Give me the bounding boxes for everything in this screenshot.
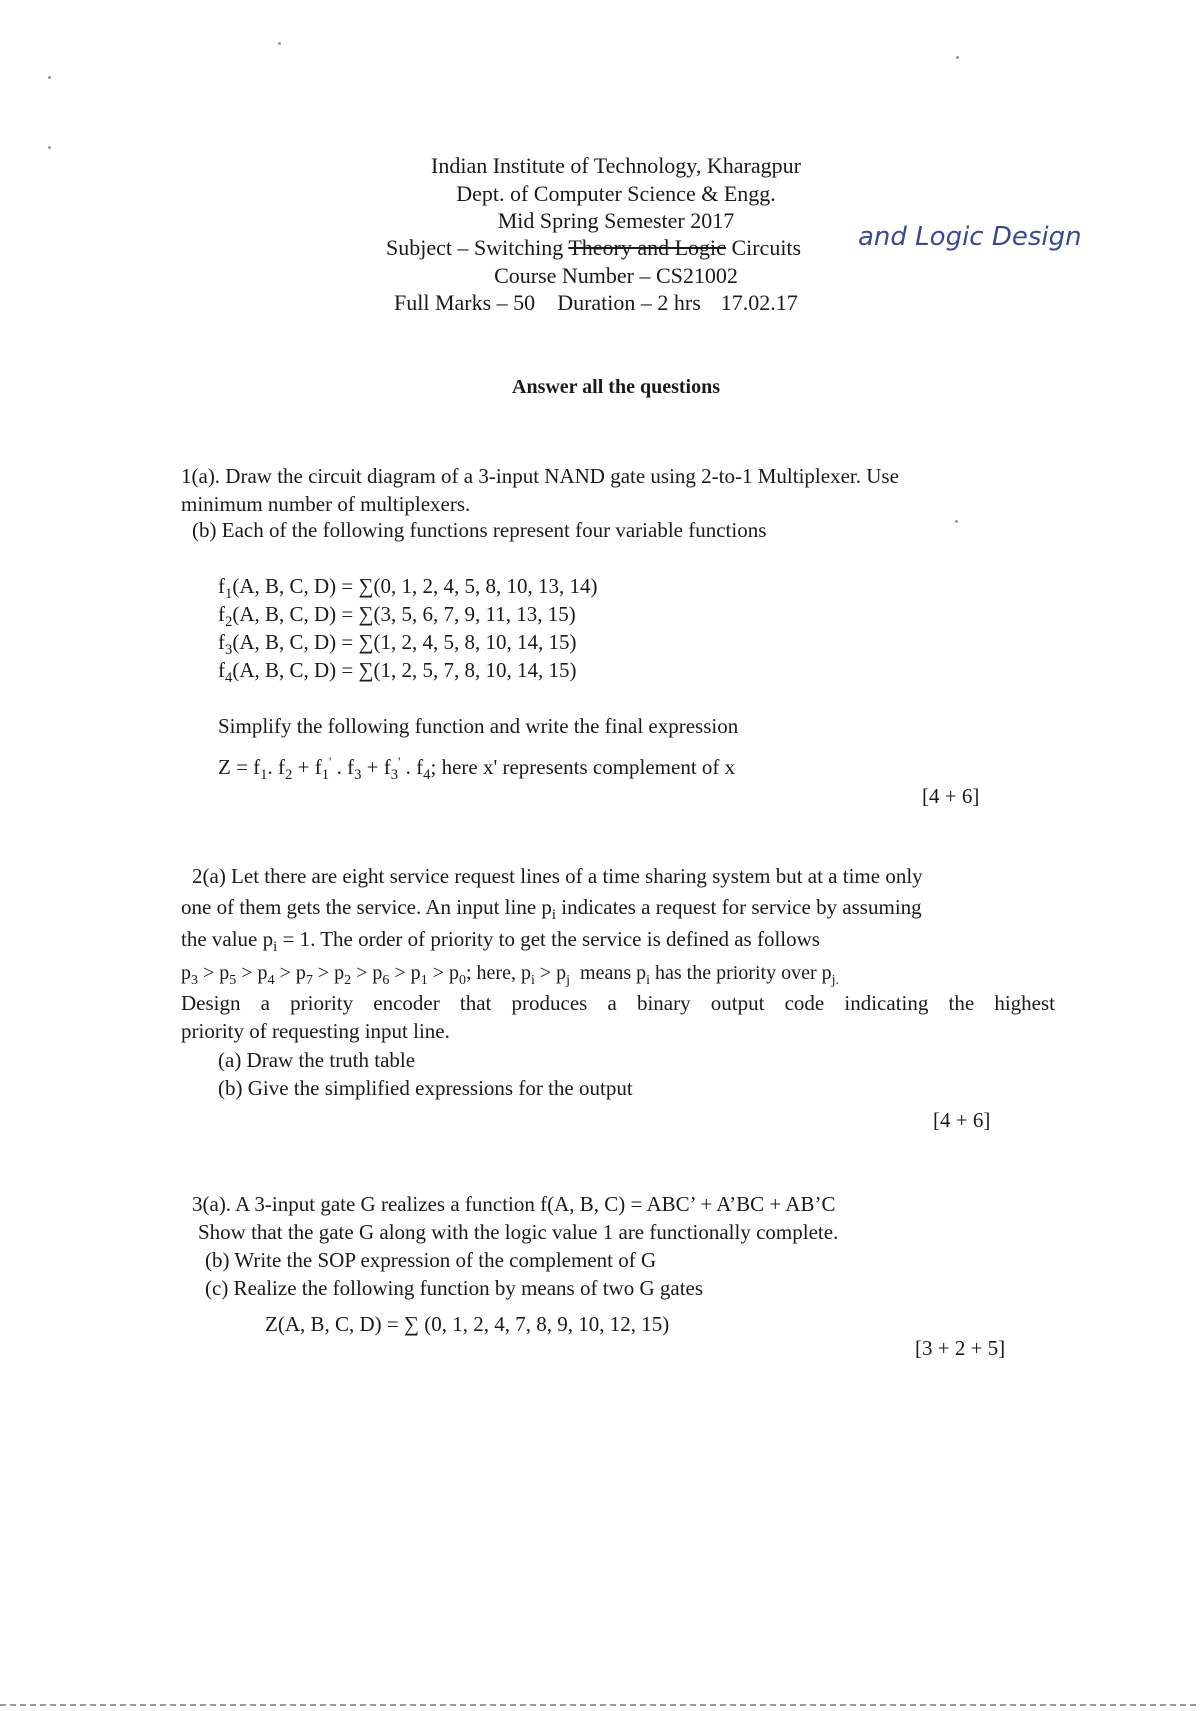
- duration: Duration – 2 hrs: [557, 290, 701, 315]
- full-marks: Full Marks – 50: [394, 290, 536, 315]
- simplify-line: Simplify the following function and write the final expression: [218, 714, 739, 738]
- q3-marks: [3 + 2 + 5]: [915, 1336, 1006, 1360]
- instruction: Answer all the questions: [512, 376, 720, 398]
- course-number: Course Number – CS21002: [494, 263, 738, 288]
- q3-part-c: (c) Realize the following function by means of two G gates: [205, 1276, 704, 1300]
- q3-line2: Show that the gate G along with the logic value 1 are functionally complete.: [198, 1220, 839, 1244]
- q2-line5: Design a priority encoder that produces a binary output code indicating the highest: [181, 991, 1055, 1015]
- q1-marks: [4 + 6]: [922, 784, 980, 808]
- handwritten-correction: and Logic Design: [858, 222, 1082, 252]
- q1a-line1: 1(a). Draw the circuit diagram of a 3-input NAND gate using 2-to-1 Multiplexer. Use: [181, 464, 899, 488]
- scan-speck: [48, 146, 51, 149]
- q2-part-b: (b) Give the simplified expressions for the output: [218, 1076, 633, 1100]
- q2-priority-order: $p_3 > p_5 > p_4 > p_7 > p_2 > p_6 > p_1 > p_0$; here, $p_i > p_j$ means $p_i$ has the priority over $p_{j.}$: [181, 962, 840, 988]
- scan-speck: [956, 56, 959, 59]
- institute-name: Indian Institute of Technology, Kharagpur: [431, 153, 801, 178]
- func-f2: $f_2(A$, B, C, D) = ∑(3, 5, 6, 7, 9, 11, 13, 15): [218, 602, 576, 631]
- q2-line1: 2(a) Let there are eight service request lines of a time sharing system but at a time only: [192, 864, 923, 888]
- semester: Mid Spring Semester 2017: [497, 208, 735, 233]
- q2-marks: [4 + 6]: [933, 1108, 991, 1132]
- marks-duration-line: [394, 289, 798, 317]
- q2-line3: the value $p_i = 1$. The order of priority to get the service is defined as follows: [181, 927, 820, 956]
- subject-prefix: Subject – Switching: [386, 235, 569, 260]
- func-f1: $f_1(A$, B, C, D) = ∑(0, 1, 2, 4, 5, 8, 10, 13, 14): [218, 574, 598, 603]
- q1a-line2: minimum number of multiplexers.: [181, 492, 471, 516]
- scan-speck: [955, 520, 958, 523]
- scan-speck: [48, 76, 51, 79]
- q2-line6: priority of requesting input line.: [181, 1019, 450, 1043]
- expression-z: $Z = f_1$. $f_2 + f_1'$ . $f_3 + f_3'$ . $f_4$; here x' represents complement of x: [218, 755, 736, 784]
- q1b-line: (b) Each of the following functions represent four variable functions: [192, 518, 767, 542]
- subject-line: [386, 234, 801, 262]
- q3-function-z: Z(A, B, C, D) = ∑ (0, 1, 2, 4, 7, 8, 9, 10, 12, 15): [265, 1312, 670, 1336]
- scan-speck: [278, 42, 281, 45]
- expression-note: here x' represents complement of x: [441, 755, 736, 779]
- exam-date: 17.02.17: [720, 290, 798, 315]
- subject-struck: Theory and Logic: [568, 235, 726, 260]
- q3-line1: 3(a). A 3-input gate G realizes a function f(A, B, C) = ABC’ + A’BC + AB’C: [192, 1192, 836, 1216]
- func-f3: $f_3(A$, B, C, D) = ∑(1, 2, 4, 5, 8, 10, 14, 15): [218, 630, 577, 659]
- q3-part-b: (b) Write the SOP expression of the complement of G: [205, 1248, 657, 1272]
- scan-edge-line: [0, 1704, 1200, 1706]
- q2-line2: one of them gets the service. An input line $p_i$ indicates a request for service by assuming: [181, 895, 922, 924]
- dept-name: Dept. of Computer Science & Engg.: [456, 181, 776, 206]
- func-f4: $f_4(A$, B, C, D) = ∑(1, 2, 5, 7, 8, 10, 14, 15): [218, 658, 577, 687]
- q2-part-a: (a) Draw the truth table: [218, 1048, 416, 1072]
- subject-suffix: Circuits: [725, 235, 802, 260]
